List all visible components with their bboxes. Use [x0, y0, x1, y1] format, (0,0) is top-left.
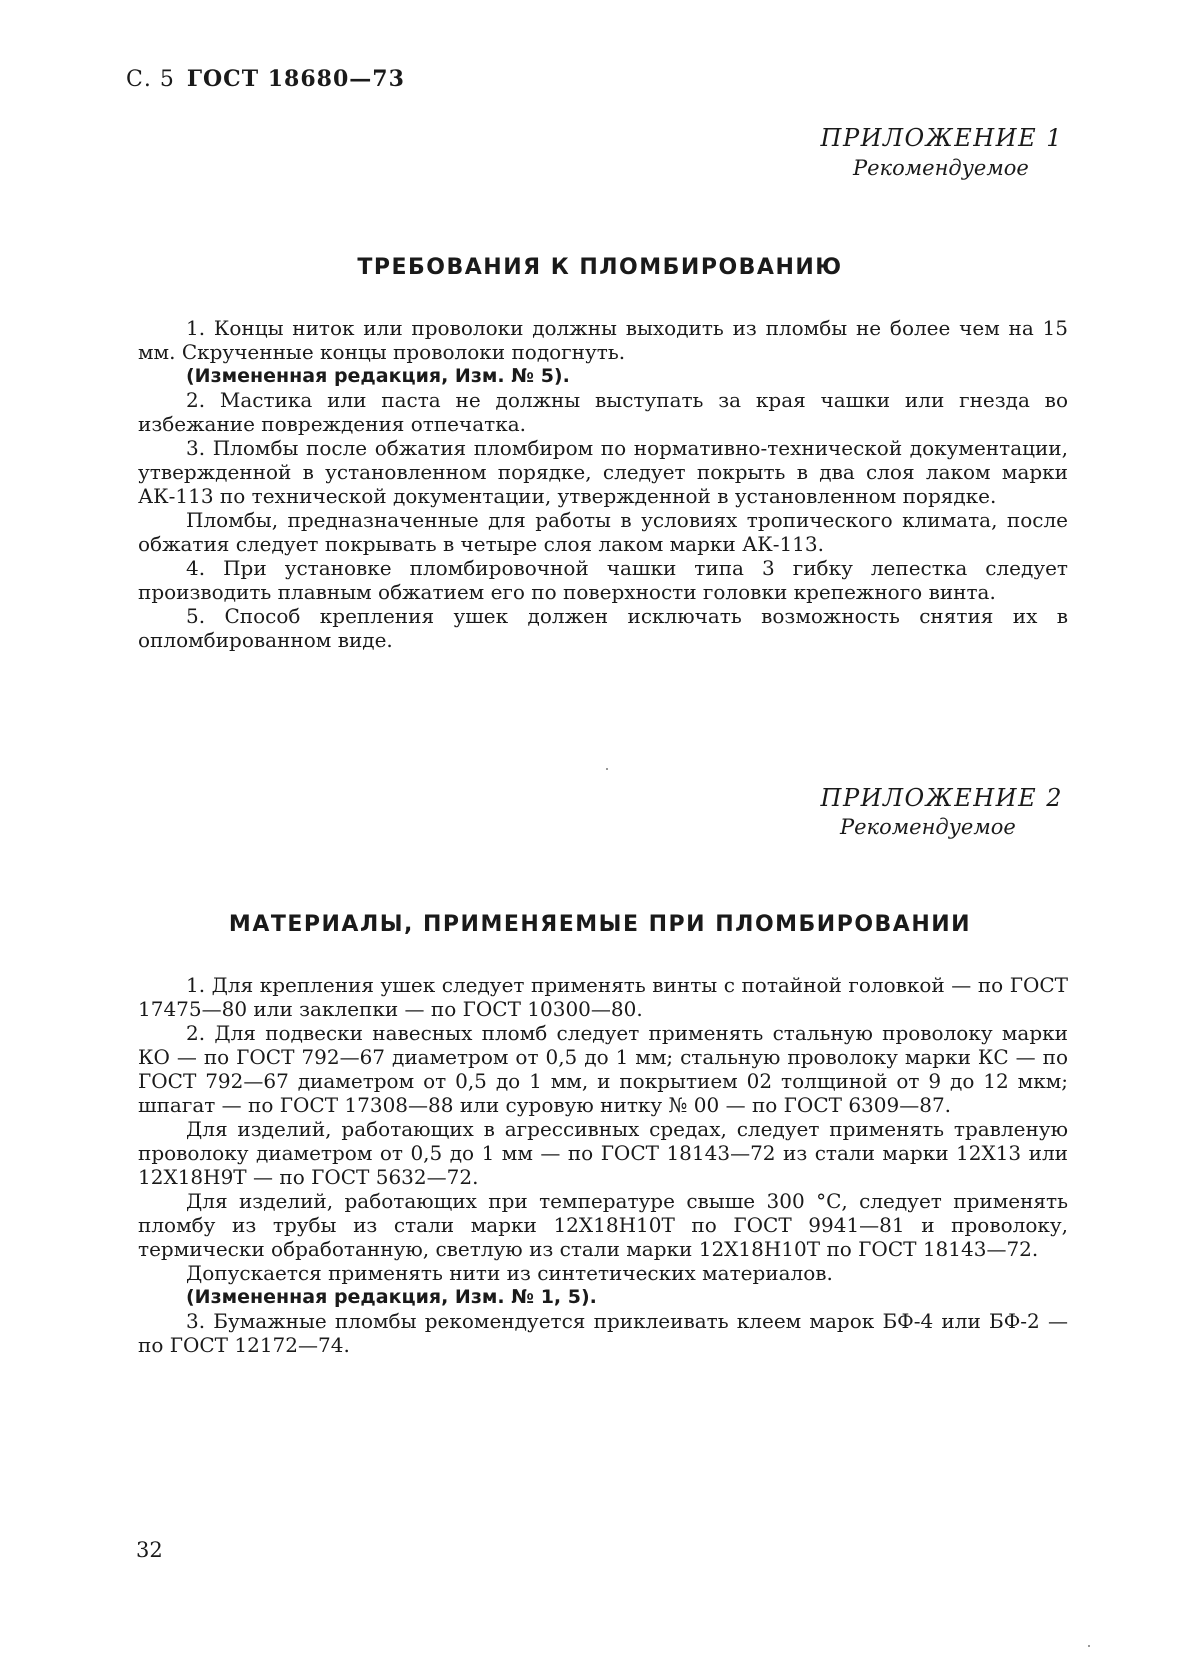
appendix2-label: ПРИЛОЖЕНИЕ 2 — [820, 784, 1063, 812]
appendix1-title: ТРЕБОВАНИЯ К ПЛОМБИРОВАНИЮ — [357, 255, 843, 280]
doc-id: ГОСТ 18680—73 — [186, 66, 405, 92]
paragraph: 4. При установке пломбировочной чашки типа 3 гибку лепестка следует производить плавным обжатием его по поверхности головки крепежного винта. — [138, 556, 1068, 604]
scan-speck — [1088, 1645, 1090, 1647]
paragraph: 3. Бумажные пломбы рекомендуется приклеивать клеем марок БФ-4 или БФ-2 — по ГОСТ 12172—74. — [138, 1309, 1068, 1357]
page-ref: С. 5 — [126, 67, 175, 92]
page-header — [126, 66, 405, 92]
appendix1-status: Рекомендуемое — [853, 156, 1029, 180]
page-number: 32 — [136, 1538, 163, 1562]
paragraph: Для изделий, работающих в агрессивных средах, следует применять травленую проволоку диаметром от 0,5 до 1 мм — по ГОСТ 18143—72 из стали марки 12Х13 или 12Х18Н9Т — по ГОСТ 5632—72. — [138, 1117, 1068, 1189]
amendment-note: (Измененная редакция, Изм. № 1, 5). — [186, 1286, 597, 1308]
paragraph: 2. Для подвески навесных пломб следует применять стальную проволоку марки КО — по ГОСТ 792—67 диаметром от 0,5 до 1 мм; стальную проволоку марки КС — по ГОСТ 792—67 диаметром от 0,5 до 1 мм, и покрытием 02 толщиной от 9 до 12 мкм; шпагат — по ГОСТ 17308—88 или суровую нитку № 00 — по ГОСТ 6309—87. — [138, 1021, 1068, 1117]
appendix1-label: ПРИЛОЖЕНИЕ 1 — [820, 124, 1063, 152]
paragraph: 1. Для крепления ушек следует применять винты с потайной головкой — по ГОСТ 17475—80 или заклепки — по ГОСТ 10300—80. — [138, 973, 1068, 1021]
paragraph: 1. Концы ниток или проволоки должны выходить из пломбы не более чем на 15 мм. Скрученные концы проволоки подогнуть. — [138, 316, 1068, 364]
appendix1-body — [138, 316, 1068, 652]
appendix2-title: МАТЕРИАЛЫ, ПРИМЕНЯЕМЫЕ ПРИ ПЛОМБИРОВАНИИ — [228, 912, 972, 937]
amendment-note: (Измененная редакция, Изм. № 5). — [186, 365, 570, 387]
paragraph: 2. Мастика или паста не должны выступать за края чашки или гнезда во избежание повреждения отпечатка. — [138, 388, 1068, 436]
paragraph: Для изделий, работающих при температуре свыше 300 °С, следует применять пломбу из трубы из стали марки 12Х18Н10Т по ГОСТ 9941—81 и проволоку, термически обработанную, светлую из стали марки 12Х18Н10Т по ГОСТ 18143—72. — [138, 1189, 1068, 1261]
appendix2-status: Рекомендуемое — [840, 815, 1016, 839]
appendix2-body — [138, 973, 1068, 1357]
paragraph: 5. Способ крепления ушек должен исключать возможность снятия их в опломбированном виде. — [138, 604, 1068, 652]
paragraph: Пломбы, предназначенные для работы в условиях тропического климата, после обжатия следует покрывать в четыре слоя лаком марки АК-113. — [138, 508, 1068, 556]
paragraph: 3. Пломбы после обжатия пломбиром по нормативно-технической документации, утвержденной в установленном порядке, следует покрыть в два слоя лаком марки АК-113 по технической документации, утвержденной в установленном порядке. — [138, 436, 1068, 508]
scan-speck — [606, 768, 608, 770]
paragraph: Допускается применять нити из синтетических материалов. — [186, 1261, 833, 1285]
